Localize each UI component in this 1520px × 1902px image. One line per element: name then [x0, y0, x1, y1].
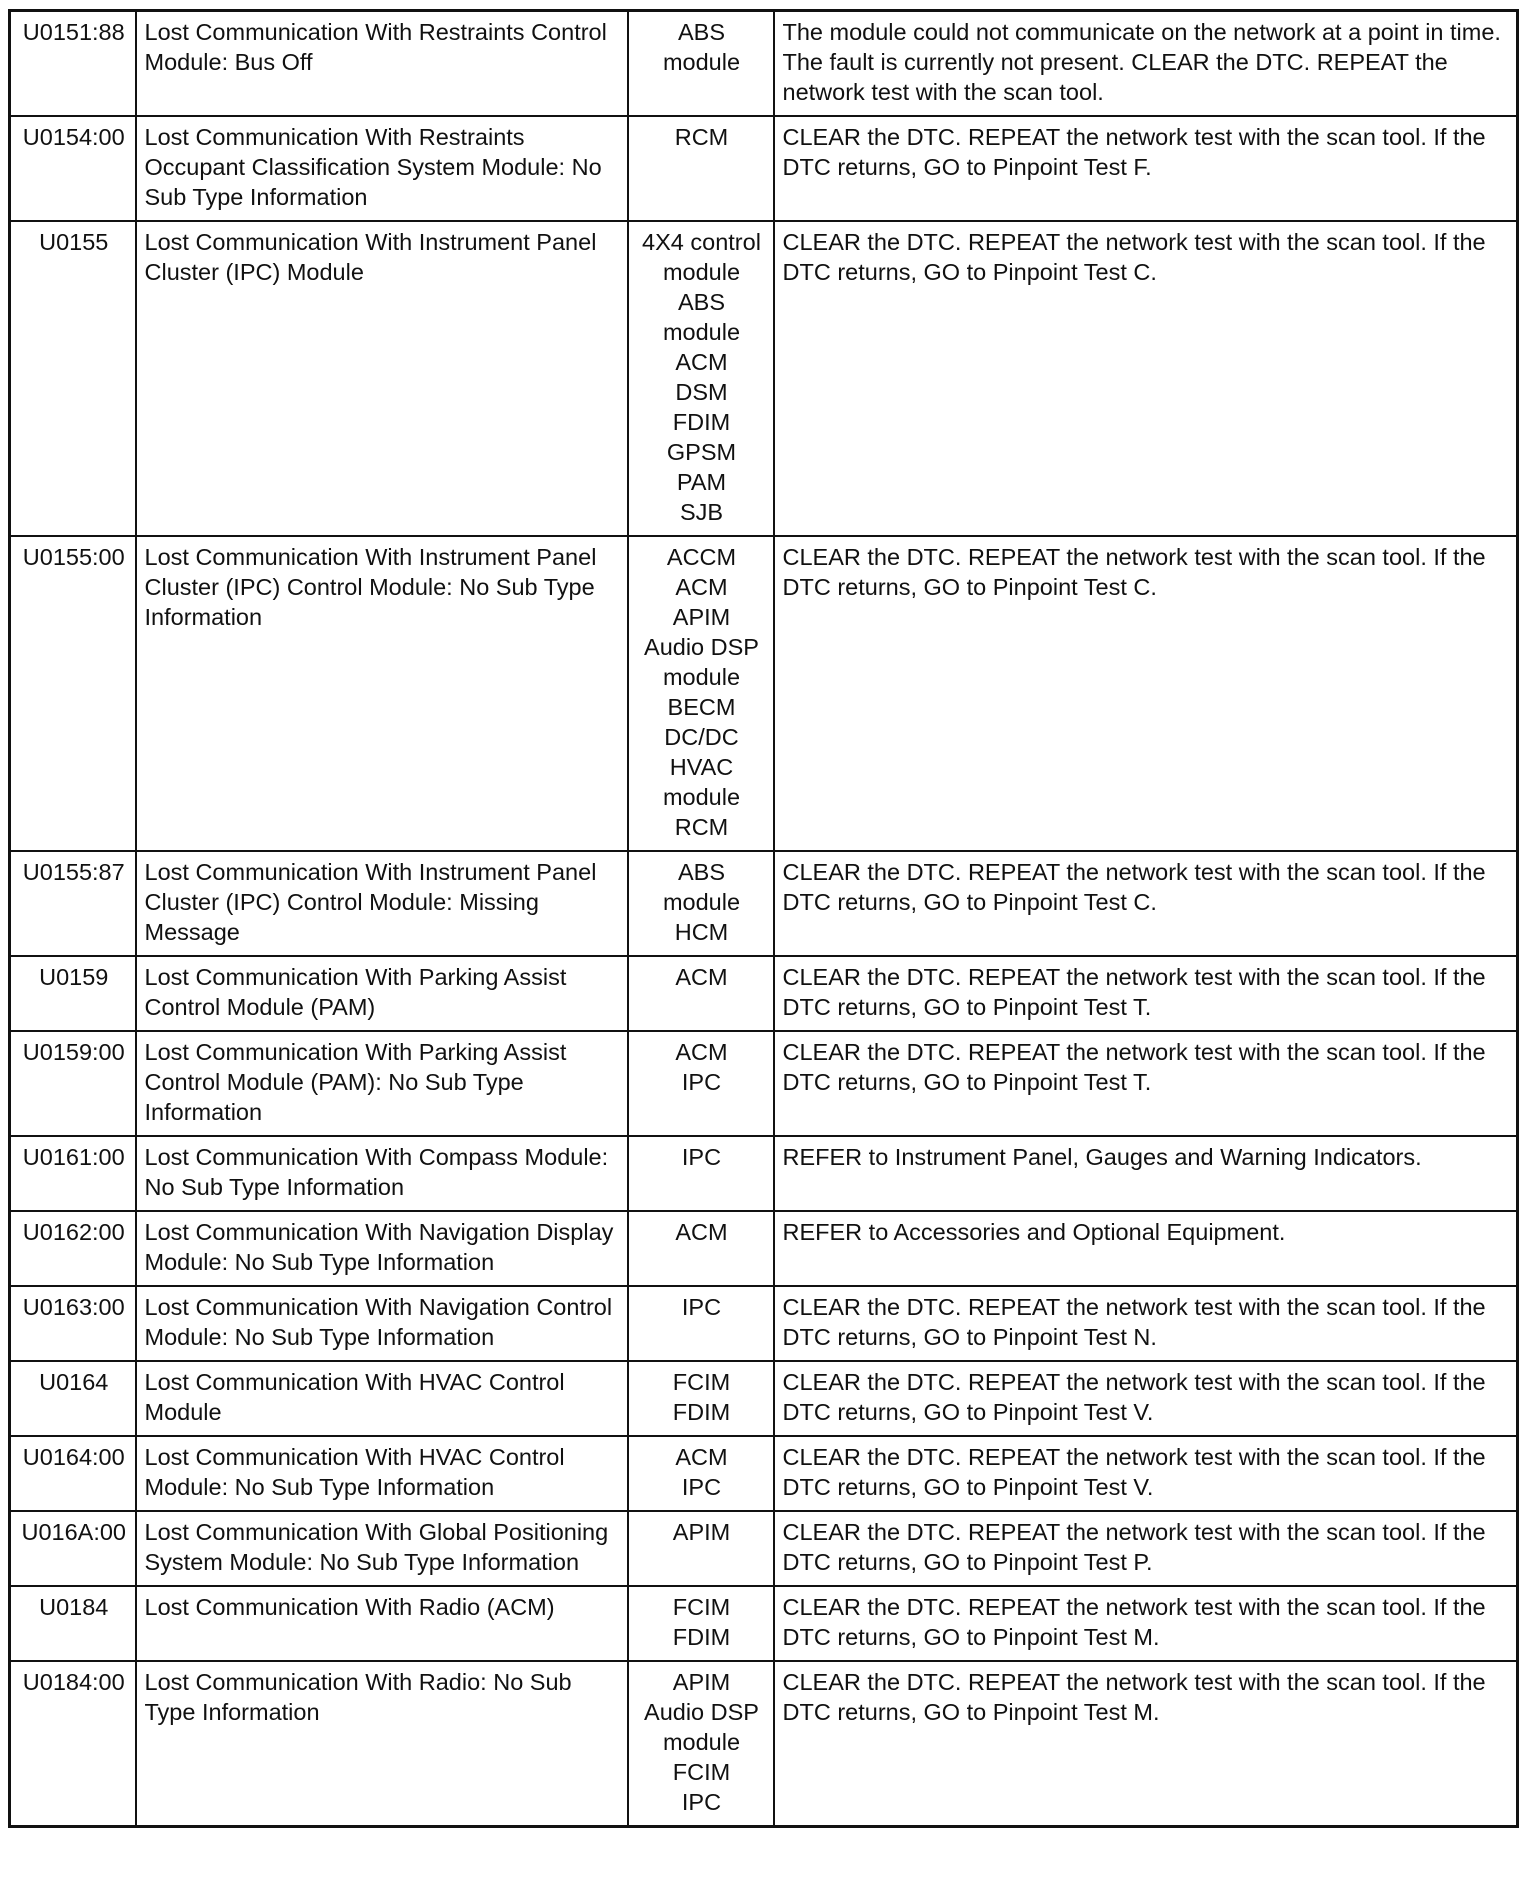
module-name: FDIM	[672, 1399, 731, 1425]
module-name: module	[662, 784, 741, 810]
action-cell: CLEAR the DTC. REPEAT the network test with the scan tool. If the DTC returns, GO to Pinpoint Test C.	[774, 536, 1518, 851]
setting-modules-cell	[628, 1511, 774, 1586]
dtc-description-cell: Lost Communication With Restraints Control Module: Bus Off	[136, 11, 628, 117]
action-cell: CLEAR the DTC. REPEAT the network test with the scan tool. If the DTC returns, GO to Pinpoint Test V.	[774, 1436, 1518, 1511]
dtc-description-cell: Lost Communication With Parking Assist Control Module (PAM)	[136, 956, 628, 1031]
dtc-code-cell: U016A:00	[10, 1511, 136, 1586]
module-name: BECM	[667, 694, 736, 720]
setting-modules-cell	[628, 536, 774, 851]
setting-modules-cell	[628, 116, 774, 221]
module-name: IPC	[681, 1789, 722, 1815]
module-name: ACM	[675, 349, 728, 375]
dtc-code-cell: U0161:00	[10, 1136, 136, 1211]
setting-modules-cell	[628, 1136, 774, 1211]
module-name: ACM	[675, 574, 728, 600]
action-cell: REFER to Instrument Panel, Gauges and Warning Indicators.	[774, 1136, 1518, 1211]
dtc-description-cell: Lost Communication With Instrument Panel Cluster (IPC) Module	[136, 221, 628, 536]
dtc-code-cell: U0151:88	[10, 11, 136, 117]
dtc-description-cell: Lost Communication With Instrument Panel Cluster (IPC) Control Module: Missing Message	[136, 851, 628, 956]
table-row	[10, 1436, 1518, 1511]
setting-modules-cell	[628, 1031, 774, 1136]
table-row	[10, 1586, 1518, 1661]
action-cell: CLEAR the DTC. REPEAT the network test with the scan tool. If the DTC returns, GO to Pinpoint Test C.	[774, 221, 1518, 536]
action-cell: CLEAR the DTC. REPEAT the network test with the scan tool. If the DTC returns, GO to Pinpoint Test M.	[774, 1586, 1518, 1661]
module-name: APIM	[672, 1519, 731, 1545]
module-name: ACM	[675, 1039, 728, 1065]
dtc-code-cell: U0155:87	[10, 851, 136, 956]
dtc-description-cell: Lost Communication With Instrument Panel Cluster (IPC) Control Module: No Sub Type Information	[136, 536, 628, 851]
dtc-description-cell: Lost Communication With Navigation Control Module: No Sub Type Information	[136, 1286, 628, 1361]
setting-modules-cell	[628, 1586, 774, 1661]
setting-modules-cell	[628, 11, 774, 117]
action-cell: CLEAR the DTC. REPEAT the network test with the scan tool. If the DTC returns, GO to Pinpoint Test C.	[774, 851, 1518, 956]
module-name: ABS	[677, 19, 726, 45]
dtc-code-cell: U0184:00	[10, 1661, 136, 1827]
module-name: FDIM	[672, 1624, 731, 1650]
dtc-description-cell: Lost Communication With Compass Module: No Sub Type Information	[136, 1136, 628, 1211]
module-name: FCIM	[672, 1759, 731, 1785]
dtc-table	[8, 9, 1519, 1828]
dtc-code-cell: U0164	[10, 1361, 136, 1436]
table-row	[10, 116, 1518, 221]
table-row	[10, 1511, 1518, 1586]
dtc-description-cell: Lost Communication With Restraints Occupant Classification System Module: No Sub Type Information	[136, 116, 628, 221]
action-cell: CLEAR the DTC. REPEAT the network test with the scan tool. If the DTC returns, GO to Pinpoint Test F.	[774, 116, 1518, 221]
module-name: ACM	[675, 964, 728, 990]
module-name: RCM	[674, 124, 729, 150]
module-name: IPC	[681, 1069, 722, 1095]
module-name: RCM	[674, 814, 729, 840]
table-row	[10, 956, 1518, 1031]
setting-modules-cell	[628, 851, 774, 956]
dtc-description-cell: Lost Communication With Parking Assist Control Module (PAM): No Sub Type Information	[136, 1031, 628, 1136]
table-row	[10, 221, 1518, 536]
setting-modules-cell	[628, 956, 774, 1031]
dtc-description-cell: Lost Communication With Navigation Display Module: No Sub Type Information	[136, 1211, 628, 1286]
module-name: module	[662, 1729, 741, 1755]
module-name: ACCM	[666, 544, 737, 570]
module-name: module	[662, 49, 741, 75]
module-name: APIM	[672, 1669, 731, 1695]
action-cell: The module could not communicate on the network at a point in time. The fault is currently not present. CLEAR the DTC. REPEAT the network test with the scan tool.	[774, 11, 1518, 117]
dtc-code-cell: U0162:00	[10, 1211, 136, 1286]
table-row	[10, 11, 1518, 117]
module-name: module	[662, 889, 741, 915]
module-name: DSM	[675, 379, 728, 405]
table-row	[10, 1031, 1518, 1136]
dtc-code-cell: U0155:00	[10, 536, 136, 851]
dtc-description-cell: Lost Communication With HVAC Control Module: No Sub Type Information	[136, 1436, 628, 1511]
dtc-description-cell: Lost Communication With HVAC Control Module	[136, 1361, 628, 1436]
setting-modules-cell	[628, 1361, 774, 1436]
dtc-description-cell: Lost Communication With Global Positioning System Module: No Sub Type Information	[136, 1511, 628, 1586]
table-row	[10, 1136, 1518, 1211]
dtc-code-cell: U0159	[10, 956, 136, 1031]
dtc-code-cell: U0155	[10, 221, 136, 536]
module-name: DC/DC	[664, 724, 739, 750]
action-cell: CLEAR the DTC. REPEAT the network test with the scan tool. If the DTC returns, GO to Pinpoint Test T.	[774, 956, 1518, 1031]
module-name: module	[662, 259, 741, 285]
module-name: ACM	[675, 1219, 728, 1245]
dtc-code-cell: U0163:00	[10, 1286, 136, 1361]
table-row	[10, 1661, 1518, 1827]
module-name: IPC	[681, 1474, 722, 1500]
dtc-code-cell: U0159:00	[10, 1031, 136, 1136]
action-cell: CLEAR the DTC. REPEAT the network test with the scan tool. If the DTC returns, GO to Pinpoint Test M.	[774, 1661, 1518, 1827]
dtc-code-cell: U0164:00	[10, 1436, 136, 1511]
action-cell: CLEAR the DTC. REPEAT the network test with the scan tool. If the DTC returns, GO to Pinpoint Test T.	[774, 1031, 1518, 1136]
module-name: module	[662, 319, 741, 345]
dtc-description-cell: Lost Communication With Radio: No Sub Type Information	[136, 1661, 628, 1827]
module-name: ABS	[677, 289, 726, 315]
dtc-code-cell: U0154:00	[10, 116, 136, 221]
action-cell: CLEAR the DTC. REPEAT the network test with the scan tool. If the DTC returns, GO to Pinpoint Test N.	[774, 1286, 1518, 1361]
setting-modules-cell	[628, 1211, 774, 1286]
table-row	[10, 1211, 1518, 1286]
setting-modules-cell	[628, 1286, 774, 1361]
dtc-code-cell: U0184	[10, 1586, 136, 1661]
module-name: ABS	[677, 859, 726, 885]
action-cell: CLEAR the DTC. REPEAT the network test with the scan tool. If the DTC returns, GO to Pinpoint Test P.	[774, 1511, 1518, 1586]
action-cell: REFER to Accessories and Optional Equipment.	[774, 1211, 1518, 1286]
table-row	[10, 851, 1518, 956]
setting-modules-cell	[628, 1436, 774, 1511]
action-cell: CLEAR the DTC. REPEAT the network test with the scan tool. If the DTC returns, GO to Pinpoint Test V.	[774, 1361, 1518, 1436]
module-name: SJB	[679, 499, 724, 525]
module-name: ACM	[675, 1444, 728, 1470]
setting-modules-cell	[628, 1661, 774, 1827]
table-row	[10, 1286, 1518, 1361]
module-name: IPC	[681, 1294, 722, 1320]
dtc-description-cell: Lost Communication With Radio (ACM)	[136, 1586, 628, 1661]
module-name: FCIM	[672, 1369, 731, 1395]
module-name: FCIM	[672, 1594, 731, 1620]
module-name: GPSM	[666, 439, 737, 465]
module-name: IPC	[681, 1144, 722, 1170]
module-name: Audio DSP	[644, 1699, 759, 1725]
dtc-table-body	[10, 11, 1518, 1827]
module-name: APIM	[672, 604, 731, 630]
module-name: 4X4 control	[642, 229, 761, 255]
table-row	[10, 1361, 1518, 1436]
table-row	[10, 536, 1518, 851]
module-name: Audio DSP	[644, 634, 759, 660]
module-name: HCM	[674, 919, 729, 945]
module-name: FDIM	[672, 409, 731, 435]
module-name: module	[662, 664, 741, 690]
module-name: PAM	[676, 469, 727, 495]
setting-modules-cell	[628, 221, 774, 536]
module-name: HVAC	[669, 754, 734, 780]
